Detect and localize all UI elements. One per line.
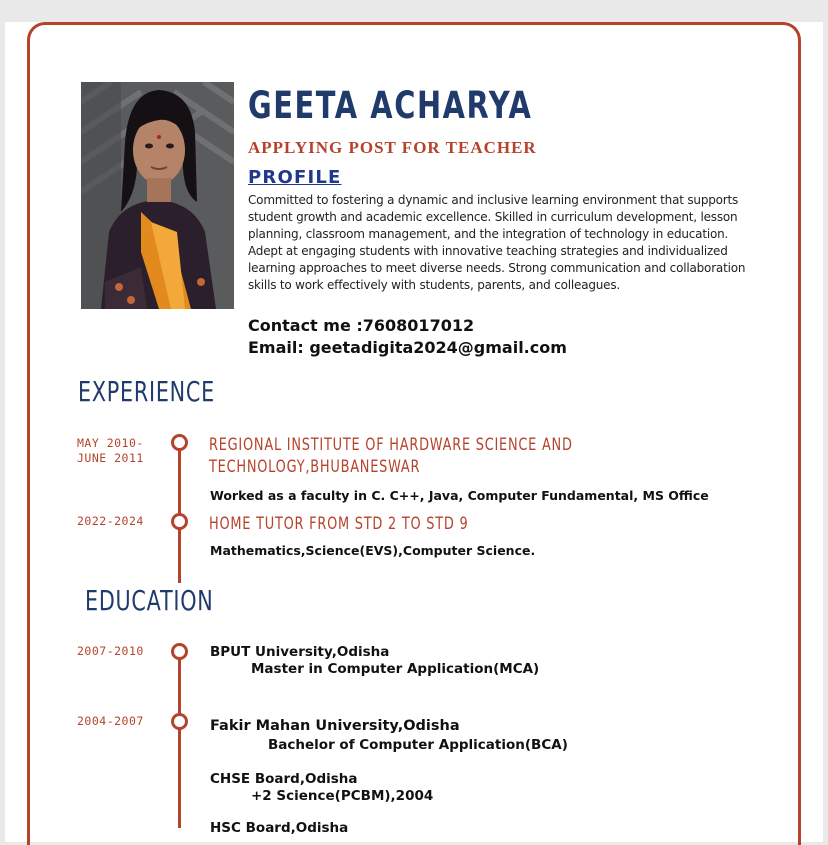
education-date: 2007-2010: [77, 644, 144, 658]
contact-phone: Contact me :7608017012: [248, 316, 475, 335]
experience-heading: EXPERIENCE: [78, 375, 215, 408]
title-line: REGIONAL INSTITUTE OF HARDWARE SCIENCE AND: [209, 435, 573, 455]
experience-detail: Mathematics,Science(EVS),Computer Science.: [210, 543, 536, 558]
timeline-dot: [171, 643, 188, 660]
contact-email: Email: geetadigita2024@gmail.com: [248, 338, 567, 357]
education-institution: BPUT University,Odisha: [210, 644, 390, 660]
profile-summary: Committed to fostering a dynamic and inclusive learning environment that supports student growth and academic excellence. Skilled in curriculum development, lesson planning, classroom management, and the integration of technology in education. Adept at engaging students with innovative teaching strategies and individualized learning approaches to meet diverse needs. Strong communication and collaboration skills to work effectively with students, parents, and colleagues.: [248, 193, 746, 292]
timeline-dot: [171, 434, 188, 451]
profile-photo: [81, 82, 234, 309]
profile-heading: PROFILE: [248, 167, 342, 188]
education-date: 2004-2007: [77, 714, 144, 728]
applying-post-title: APPLYING POST FOR TEACHER: [248, 138, 537, 157]
experience-title: [209, 434, 573, 478]
education-degree: +2 Science(PCBM),2004: [251, 788, 434, 804]
date-line: MAY 2010-: [77, 436, 144, 450]
education-institution: HSC Board,Odisha: [210, 820, 349, 836]
experience-date: [77, 436, 144, 466]
candidate-name: GEETA ACHARYA: [248, 84, 533, 127]
education-degree: Bachelor of Computer Application(BCA): [268, 737, 568, 753]
timeline-dot: [171, 713, 188, 730]
title-line: TECHNOLOGY,BHUBANESWAR: [209, 457, 421, 477]
experience-title: HOME TUTOR FROM STD 2 TO STD 9: [209, 514, 469, 534]
education-institution: CHSE Board,Odisha: [210, 771, 358, 787]
education-heading: EDUCATION: [85, 584, 214, 617]
education-institution: Fakir Mahan University,Odisha: [210, 718, 460, 734]
education-degree: Master in Computer Application(MCA): [251, 661, 540, 677]
education-timeline-line: [178, 656, 181, 828]
timeline-dot: [171, 513, 188, 530]
date-line: JUNE 2011: [77, 451, 144, 465]
experience-date: 2022-2024: [77, 514, 144, 528]
experience-detail: Worked as a faculty in C. C++, Java, Computer Fundamental, MS Office: [210, 488, 709, 503]
